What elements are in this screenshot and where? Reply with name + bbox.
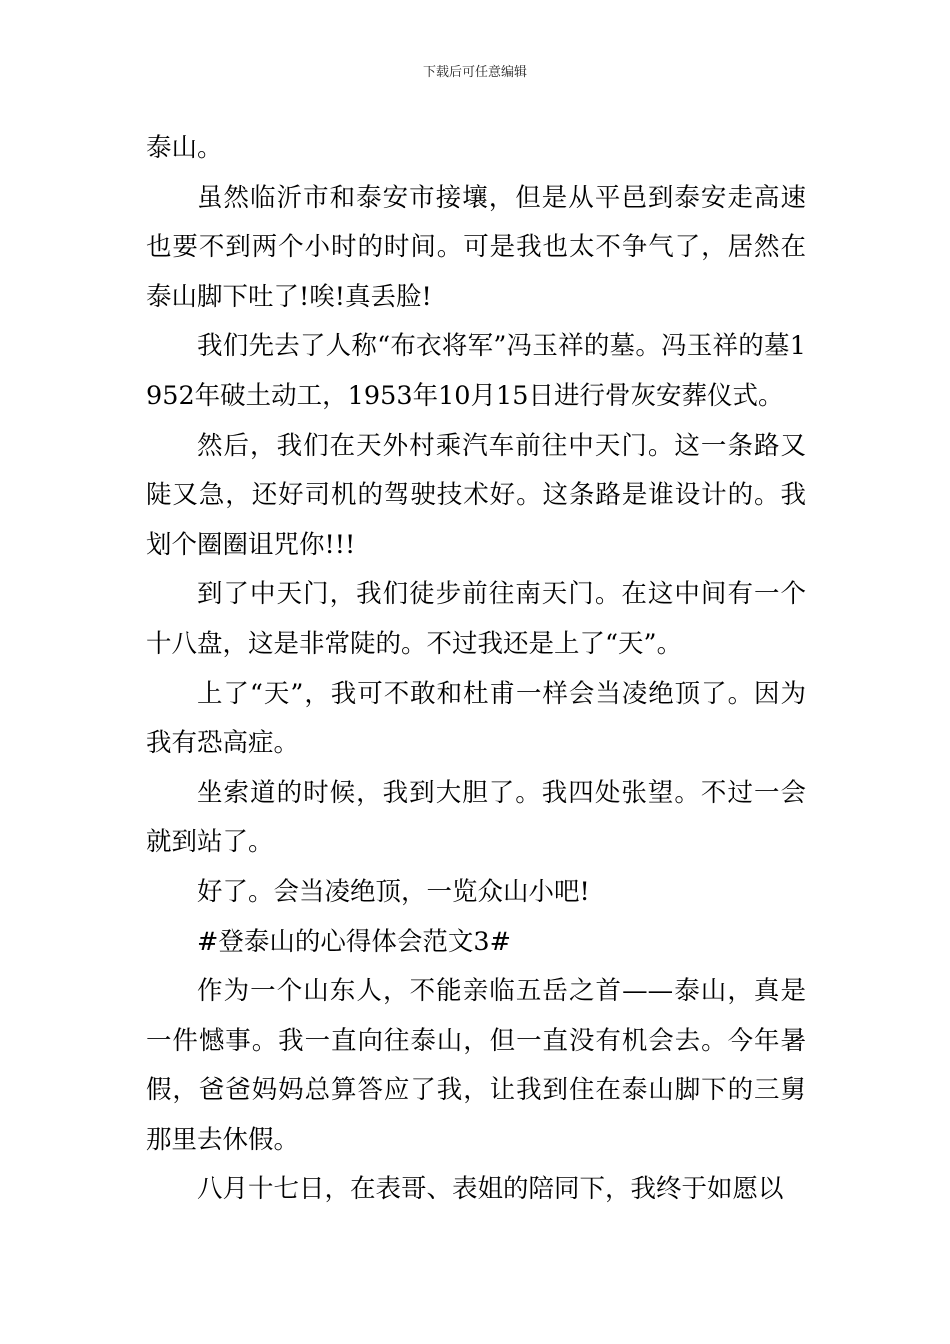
paragraph-fear-of-heights: 上了“天”，我可不敢和杜甫一样会当凌绝顶了。因为我有恐高症。 [146,678,806,759]
paragraph-shandong-native: 作为一个山东人，不能亲临五岳之首——泰山，真是一件憾事。我一直向往泰山，但一直没有机会去。今年暑假，爸爸妈妈总算答应了我，让我到住在泰山脚下的三舅那里去休假。 [146,976,806,1155]
paragraph-eighteen-bends: 到了中天门，我们徒步前往南天门。在这中间有一个十八盘，这是非常陡的。不过我还是上了“天”。 [146,579,806,659]
paragraph-feng-yuxiang-tomb: 我们先去了人称“布衣将军”冯玉祥的墓。冯玉祥的墓1952年破土动工，1953年10月15日进行骨灰安葬仪式。 [146,331,806,411]
paragraph-bus-to-zhongtianmen: 然后，我们在天外村乘汽车前往中天门。这一条路又陡又急，还好司机的驾驶技术好。这条路是谁设计的。我划个圈圈诅咒你!!! [146,430,806,560]
paragraph-highway-trip: 虽然临沂市和泰安市接壤，但是从平邑到泰安走高速也要不到两个小时的时间。可是我也太不争气了，居然在泰山脚下吐了!唉!真丢脸! [146,182,806,312]
document-body [146,124,806,1215]
paragraph-august-17: 八月十七日，在表哥、表姐的陪同下，我终于如愿以 [197,1174,784,1205]
paragraph-continuation: 泰山。 [146,133,223,163]
section-heading: #登泰山的心得体会范文3# [197,926,511,957]
paragraph-cable-car: 坐索道的时候，我到大胆了。我四处张望。不过一会就到站了。 [146,777,806,858]
page-header: 下载后可任意编辑 [422,65,527,80]
paragraph-summit: 好了。会当凌绝顶，一览众山小吧! [197,876,590,907]
